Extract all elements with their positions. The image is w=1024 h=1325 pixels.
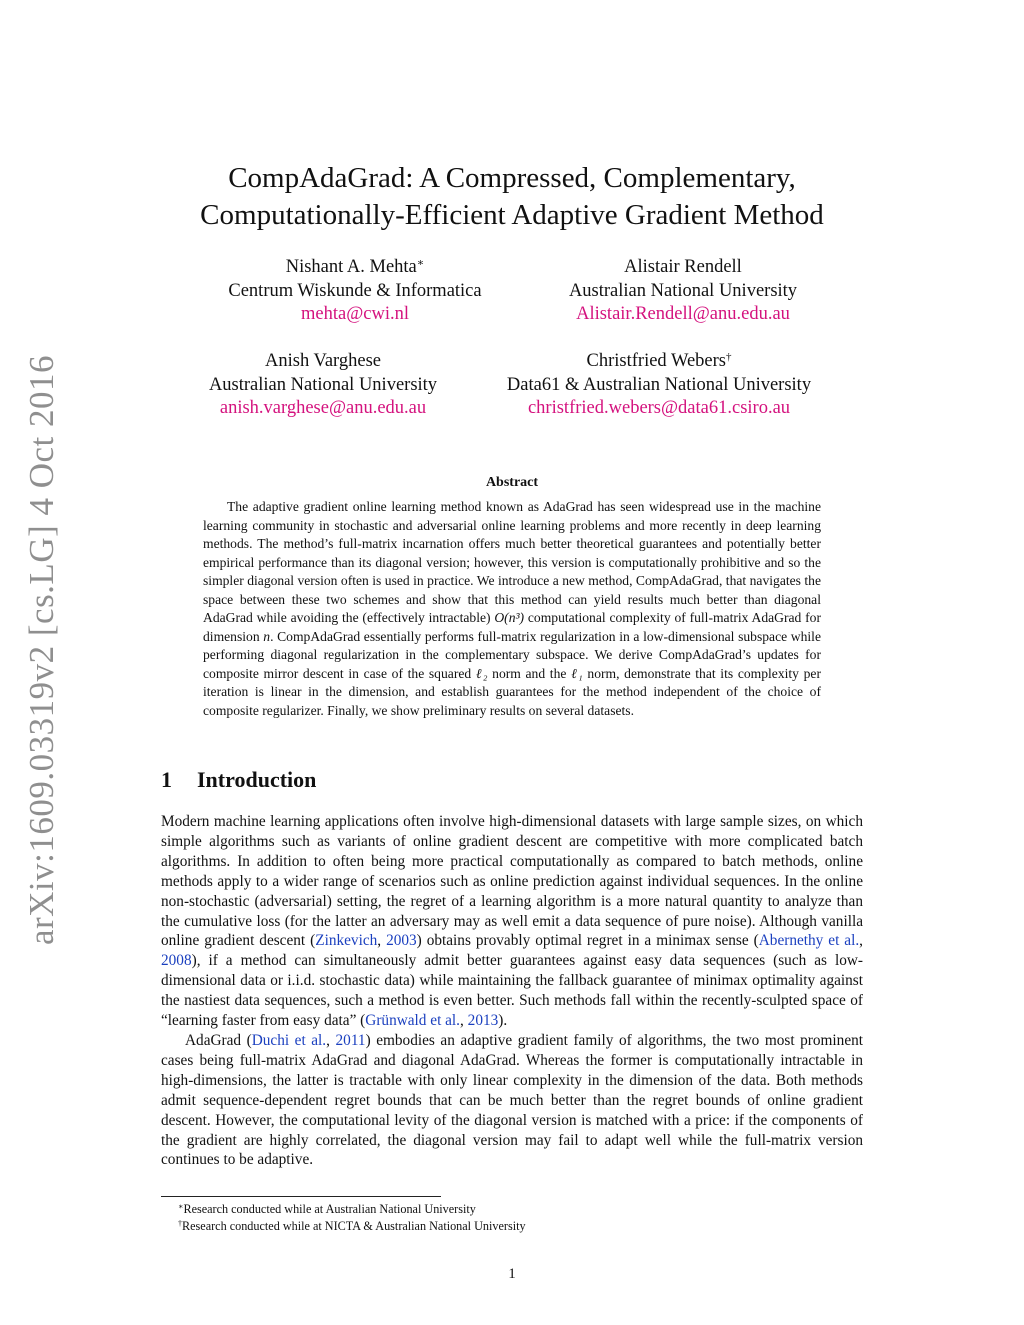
intro-paragraph-2: AdaGrad (Duchi et al., 2011) embodies an adaptive gradient family of algorithms, the two most prominent cases being full-matrix AdaGrad and diagonal AdaGrad. Whereas the former is computationally intractable in high-dimensions, the latter is tractable with only linear complexity in the dimension of the data. Both methods admit sequence-dependent regret bounds that can be much better than the regret bounds of online gradient descent. However, the computational levity of the diagonal version is matched with a price: if the components of the gradient are highly correlated, the diagonal version may fail to adapt well while the full-matrix version continues to be adaptive. — [161, 1031, 864, 1169]
author-block-webers — [479, 350, 839, 421]
citation-abernethy[interactable]: Abernethy et al. — [758, 932, 860, 950]
paper-title — [150, 160, 874, 234]
arxiv-id[interactable]: arXiv:1609.03319v2 [cs.LG] 4 Oct 2016 — [22, 354, 61, 946]
author-affiliation: Australian National University — [568, 280, 798, 301]
page-number: 1 — [508, 1266, 516, 1282]
author-affiliation: Data61 & Australian National University — [506, 374, 812, 395]
footnote-divider — [161, 1196, 441, 1197]
intro-paragraph-1: Modern machine learning applications often involve high-dimensional datasets with large sample sizes, on which simple algorithms such as variants of online gradient descent are competitive with more complicated batch algorithms. In addition to often being more practical computationally as compared to batch methods, online methods apply to a wider range of scenarios such as online prediction against individual sequences. In the online non-stochastic (adversarial) setting, the regret of a learning algorithm is a more natural quantity to analyze than the cumulative loss (for the latter an adversary may as well emit a data sequence of pure noise). Although vanilla online gradient descent (Zinkevich, 2003) obtains provably optimal regret in a minimax sense (Abernethy et al., 2008), if a method can simultaneously admit better guarantees against easy data sequences (such as low-dimensional data or i.i.d. stochastic data) while maintaining the fallback guarantee of minimax optimality against the nastiest data sequences, such a method is even better. Such methods fall within the recently-sculpted space of “learning faster from easy data” (Grünwald et al., 2013). — [161, 813, 863, 1030]
dimension-symbol: n — [263, 628, 271, 644]
author-email[interactable]: anish.varghese@anu.edu.au — [219, 398, 427, 418]
footnote-2: †Research conducted while at NICTA & Australian National University — [178, 1219, 526, 1233]
citation-zinkevich[interactable]: Zinkevich — [315, 932, 378, 950]
author-block-mehta — [205, 256, 505, 327]
l1-norm-symbol: ℓ₁ — [571, 665, 583, 681]
abstract-heading: Abstract — [485, 475, 539, 490]
citation-year[interactable]: 2008 — [161, 952, 192, 970]
abstract-text: The adaptive gradient online learning method known as AdaGrad has seen widespread use in the machine learning community in stochastic and adversarial online learning problems and more recently in deep learning methods. The method’s full-matrix incarnation offers much better theoretical guarantees and potentially better empirical performance than its diagonal version; however, this version is computationally prohibitive and so the simpler diagonal version often is used in practice. We introduce a new method, CompAdaGrad, that navigates the space between these two schemes and show that this method can yield results much better than diagonal AdaGrad while avoiding the (effectively intractable) O(n³) computational complexity of full-matrix AdaGrad for dimension n. CompAdaGrad essentially performs full-matrix regularization in a low-dimensional subspace while performing diagonal regularization in the complementary subspace. We derive CompAdaGrad’s updates for composite mirror descent in case of the squared ℓ₂ norm and the ℓ₁ norm, demonstrate that its complexity per iteration is linear in the dimension, and establish guarantees for the method independent of the choice of composite regularizer. Finally, we show preliminary results on several datasets. — [203, 499, 822, 718]
citation-duchi[interactable]: Duchi et al. — [251, 1031, 327, 1049]
citation-year[interactable]: 2013 — [467, 1012, 499, 1030]
author-affiliation: Centrum Wiskunde & Informatica — [228, 280, 482, 301]
author-name: Christfried Webers — [586, 351, 726, 371]
author-footnote-mark: ∗ — [416, 257, 425, 269]
section-number: 1 — [161, 767, 172, 792]
complexity-formula: O(n³) — [494, 610, 525, 625]
author-block-varghese — [173, 350, 473, 421]
l2-norm-symbol: ℓ₂ — [475, 665, 488, 681]
footnote-1: ∗Research conducted while at Australian National University — [178, 1202, 476, 1216]
author-name: Nishant A. Mehta — [285, 257, 417, 277]
citation-year[interactable]: 2003 — [386, 932, 417, 950]
author-email[interactable]: christfried.webers@data61.csiro.au — [527, 398, 791, 418]
author-affiliation: Australian National University — [208, 374, 438, 395]
author-email[interactable]: Alistair.Rendell@anu.edu.au — [576, 304, 790, 324]
author-block-rendell — [533, 256, 833, 327]
introduction-body — [161, 812, 863, 1170]
title-line-2: Computationally-Efficient Adaptive Gradient Method — [200, 199, 824, 231]
author-email[interactable]: mehta@cwi.nl — [301, 304, 409, 324]
author-name: Anish Varghese — [265, 351, 381, 371]
title-line-1: CompAdaGrad: A Compressed, Complementary, — [228, 162, 796, 194]
author-name: Alistair Rendell — [624, 257, 742, 277]
citation-year[interactable]: 2011 — [335, 1031, 366, 1049]
author-footnote-mark: † — [725, 351, 732, 363]
section-heading — [161, 767, 316, 793]
section-title: Introduction — [197, 767, 317, 792]
citation-grunwald[interactable]: Grünwald et al. — [365, 1012, 461, 1030]
